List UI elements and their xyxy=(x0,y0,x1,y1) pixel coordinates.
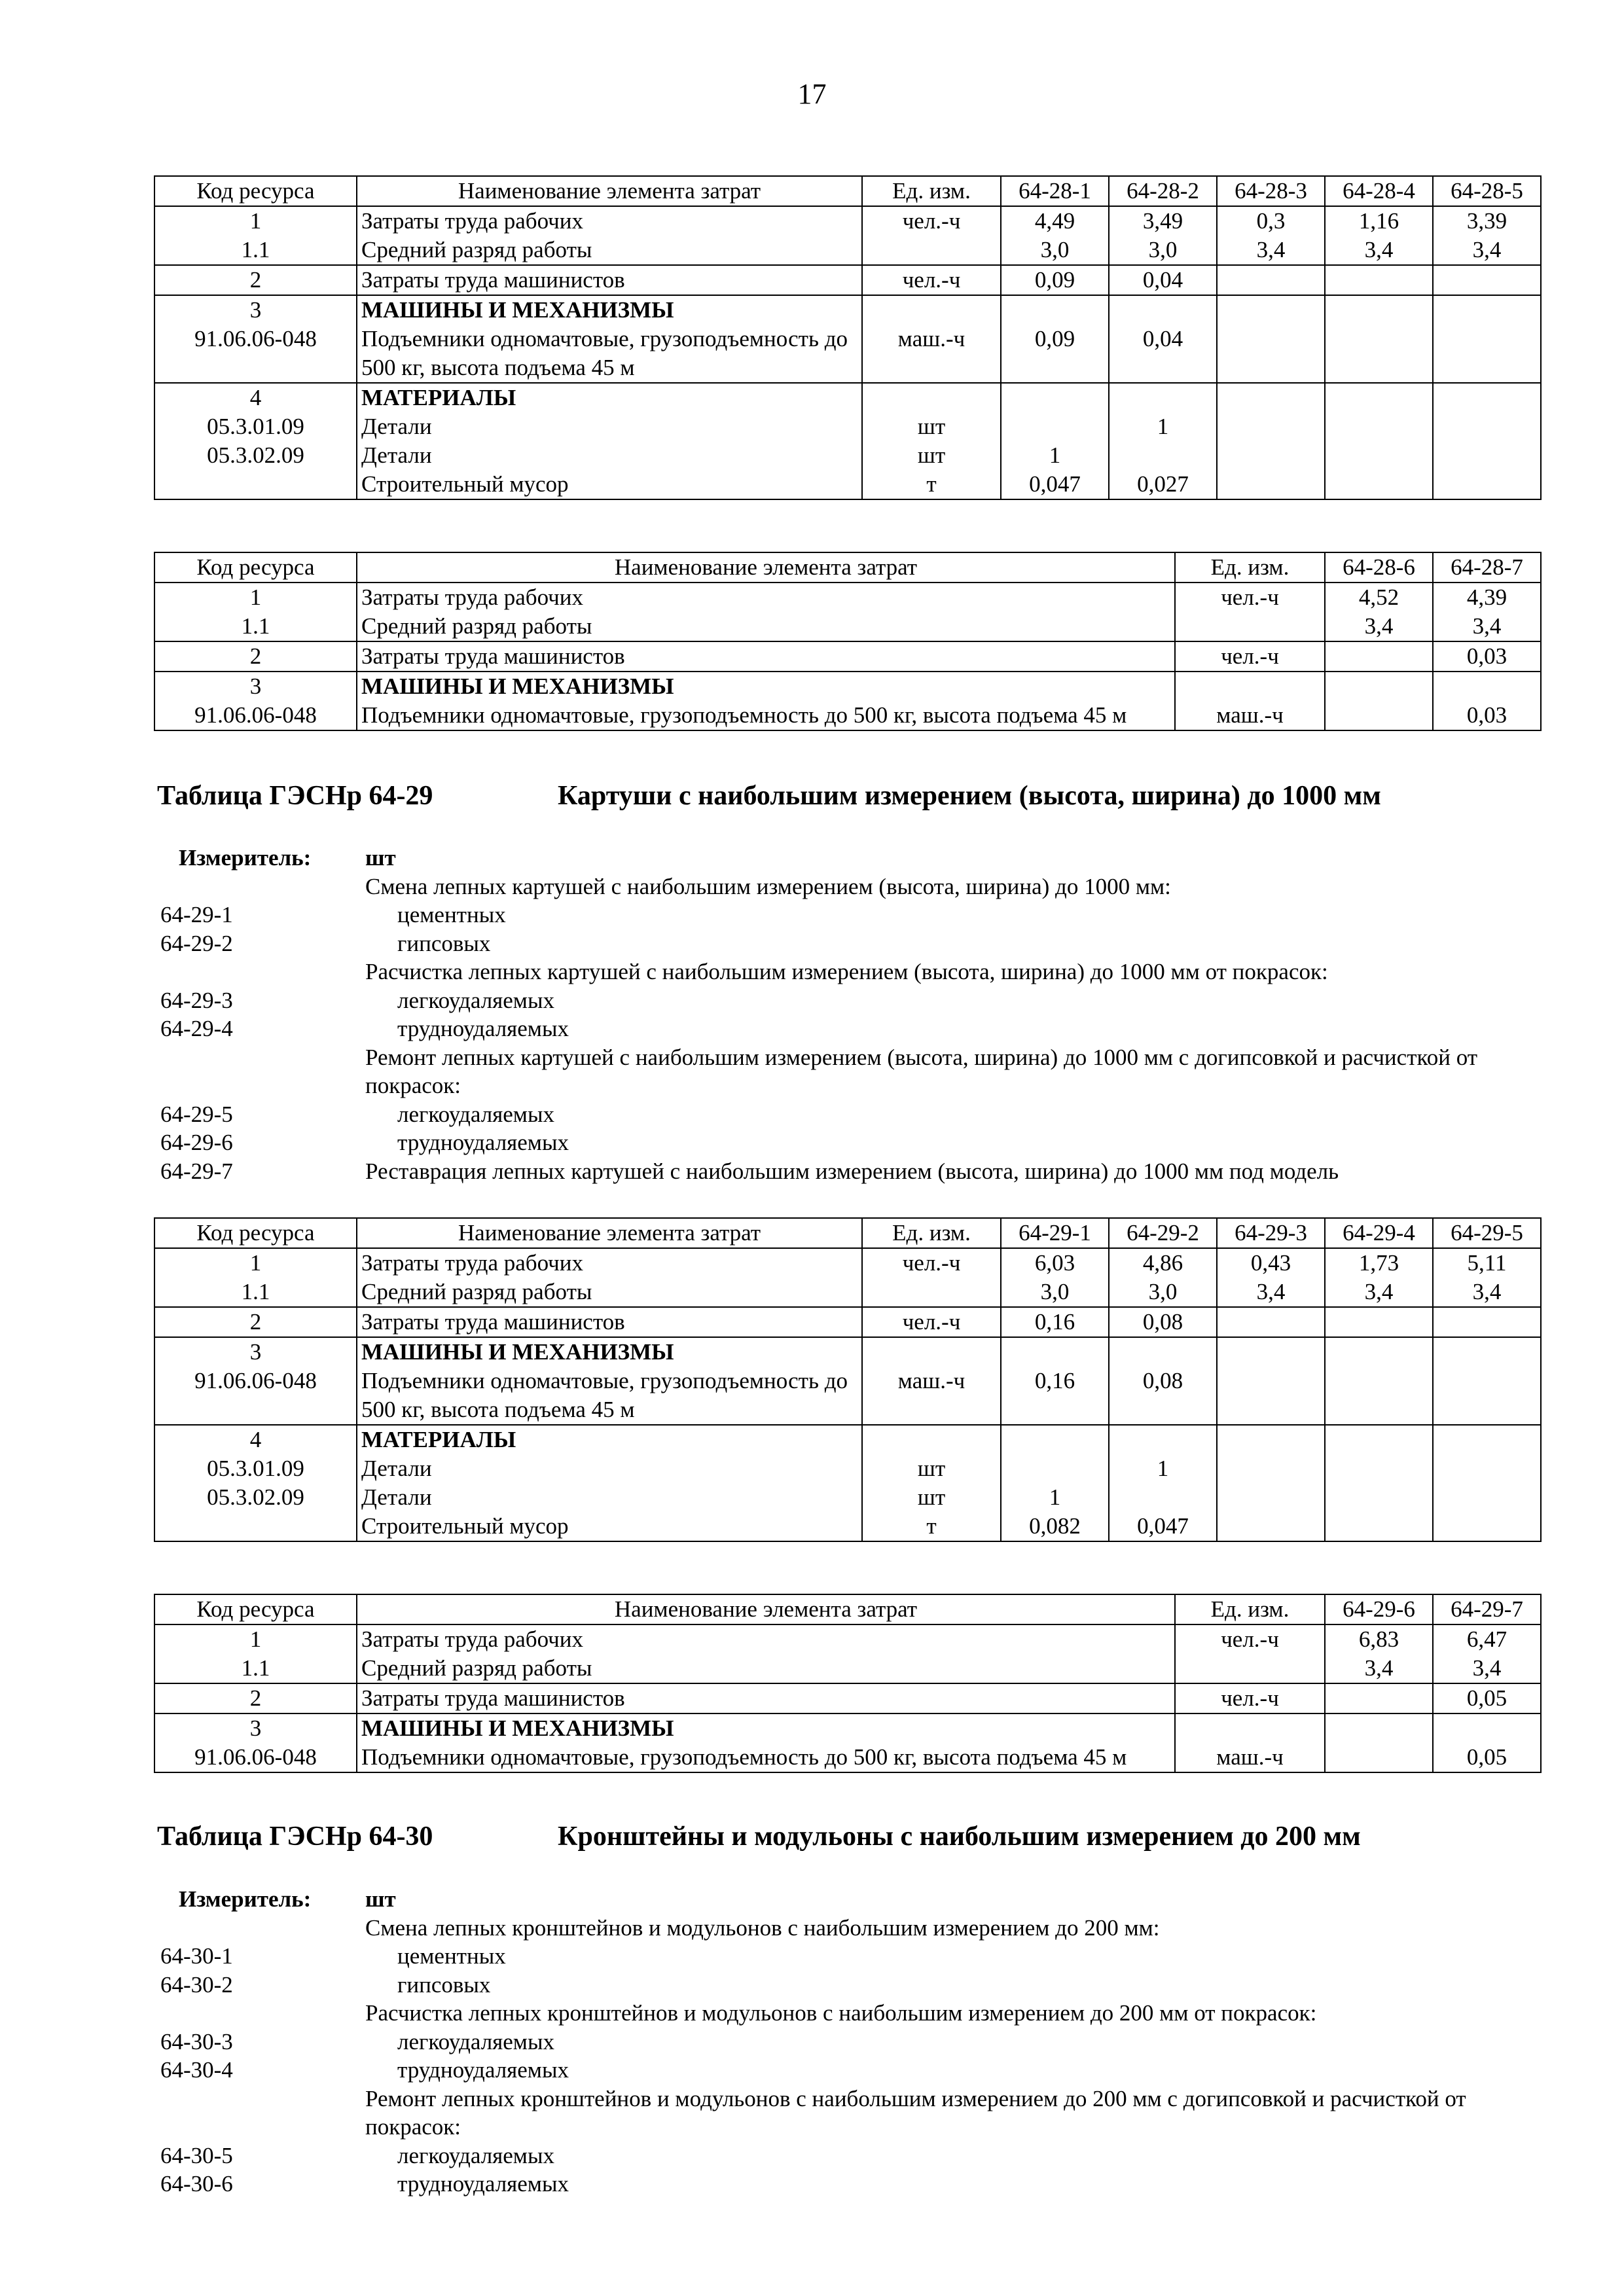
code-cell: 1 1.1 xyxy=(154,1624,357,1683)
value-cell xyxy=(1433,1307,1541,1337)
list-item xyxy=(160,1971,1548,2000)
code-cell: 2 xyxy=(154,265,357,295)
value-cell: 0,03 xyxy=(1433,672,1541,730)
item-text: легкоудаляемых xyxy=(397,2142,554,2168)
header-cell: Ед. изм. xyxy=(1175,1594,1325,1624)
value-cell: 0,04 xyxy=(1109,265,1217,295)
item-code: 64-29-1 xyxy=(160,902,233,927)
table-header-row xyxy=(154,1218,1541,1248)
header-cell: 64-28-7 xyxy=(1433,552,1541,583)
value-cell: 6,03 3,0 xyxy=(1001,1248,1109,1307)
list-item xyxy=(160,2170,1548,2198)
header-cell: 64-29-2 xyxy=(1109,1218,1217,1248)
table-row xyxy=(154,641,1541,672)
value-cell xyxy=(1325,641,1433,672)
list-item xyxy=(160,1157,1548,1186)
list-item xyxy=(160,901,1548,929)
name-cell: Затраты труда машинистов xyxy=(357,641,1175,672)
value-cell: 3,49 3,0 xyxy=(1109,206,1217,265)
value-cell xyxy=(1217,1425,1325,1541)
value-cell xyxy=(1325,295,1433,383)
table-row xyxy=(154,1624,1541,1683)
item-code: 64-30-1 xyxy=(160,1943,233,1969)
header-cell: Ед. изм. xyxy=(862,1218,1001,1248)
value-cell: 4,86 3,0 xyxy=(1109,1248,1217,1307)
table-row xyxy=(154,1683,1541,1713)
unit-cell: маш.-ч xyxy=(1175,672,1325,730)
value-cell xyxy=(1217,1337,1325,1425)
item-text: Реставрация лепных картушей с наибольшим измерением (высота, ширина) до 1000 мм под модель xyxy=(365,1158,1339,1184)
item-code: 64-30-2 xyxy=(160,1971,233,1998)
value-cell: 1,16 3,4 xyxy=(1325,206,1433,265)
list-item xyxy=(160,2056,1548,2085)
unit-cell: маш.-ч xyxy=(862,295,1001,383)
value-cell: 0,05 xyxy=(1433,1713,1541,1772)
list-item xyxy=(160,1043,1548,1100)
header-cell: Код ресурса xyxy=(154,176,357,206)
table-row xyxy=(154,1713,1541,1772)
unit-cell: чел.-ч xyxy=(1175,1624,1325,1683)
value-cell: 0,43 3,4 xyxy=(1217,1248,1325,1307)
measure-row xyxy=(160,1885,1548,1914)
value-cell xyxy=(1325,1425,1433,1541)
table-row xyxy=(154,583,1541,641)
section-name: Кронштейны и модульоны с наибольшим измерением до 200 мм xyxy=(558,1821,1361,1852)
header-cell: 64-28-6 xyxy=(1325,552,1433,583)
measure-unit: шт xyxy=(365,845,396,870)
code-cell: 4 05.3.01.09 05.3.02.09 xyxy=(154,1425,357,1541)
code-cell: 3 91.06.06-048 xyxy=(154,672,357,730)
item-code: 64-30-5 xyxy=(160,2142,233,2168)
item-code: 64-30-3 xyxy=(160,2028,233,2054)
measure-label: Измеритель: xyxy=(179,845,312,870)
unit-cell: шт шт т xyxy=(862,1425,1001,1541)
header-cell: Наименование элемента затрат xyxy=(357,176,862,206)
item-text: цементных xyxy=(397,902,506,927)
list-item xyxy=(160,872,1548,901)
value-cell xyxy=(1217,383,1325,499)
list-item xyxy=(160,1014,1548,1043)
measure-block-64-30 xyxy=(160,1885,1548,2198)
value-cell: 0,16 xyxy=(1001,1337,1109,1425)
value-cell xyxy=(1325,1683,1433,1713)
item-text: Смена лепных кронштейнов и модульонов с наибольшим измерением до 200 мм: xyxy=(365,1914,1160,1941)
name-cell: Затраты труда рабочих Средний разряд работы xyxy=(357,206,862,265)
item-text: гипсовых xyxy=(397,930,491,956)
unit-cell: маш.-ч xyxy=(862,1337,1001,1425)
unit-cell: маш.-ч xyxy=(1175,1713,1325,1772)
measure-unit: шт xyxy=(365,1886,396,1912)
code-cell: 3 91.06.06-048 xyxy=(154,1337,357,1425)
name-cell: МАШИНЫ И МЕХАНИЗМЫ Подъемники одномачтовые, грузоподъемность до 500 кг, высота подъема 45 м xyxy=(357,1337,862,1425)
name-cell: МАШИНЫ И МЕХАНИЗМЫ Подъемники одномачтовые, грузоподъемность до 500 кг, высота подъема 45 м xyxy=(357,1713,1175,1772)
item-text: Расчистка лепных картушей с наибольшим измерением (высота, ширина) до 1000 мм от покрасок: xyxy=(365,959,1328,984)
item-code: 64-30-6 xyxy=(160,2171,233,2197)
value-cell: 0,04 xyxy=(1109,295,1217,383)
name-cell: Затраты труда рабочих Средний разряд работы xyxy=(357,583,1175,641)
table-header-row xyxy=(154,1594,1541,1624)
value-cell xyxy=(1433,1337,1541,1425)
table-header-row xyxy=(154,176,1541,206)
table-row xyxy=(154,1337,1541,1425)
header-cell: Наименование элемента затрат xyxy=(357,1594,1175,1624)
value-cell: 1 0,082 xyxy=(1001,1425,1109,1541)
item-text: цементных xyxy=(397,1943,506,1969)
unit-cell: чел.-ч xyxy=(1175,1683,1325,1713)
value-cell xyxy=(1433,265,1541,295)
unit-cell: чел.-ч xyxy=(862,265,1001,295)
cost-table-64-29-b xyxy=(154,1594,1542,1773)
item-code: 64-29-4 xyxy=(160,1016,233,1041)
item-text: трудноудаляемых xyxy=(397,1130,569,1155)
table-header-row xyxy=(154,552,1541,583)
measure-row xyxy=(160,844,1548,872)
header-cell: 64-28-3 xyxy=(1217,176,1325,206)
item-text: Расчистка лепных кронштейнов и модульонов с наибольшим измерением до 200 мм от покрасок: xyxy=(365,2000,1317,2026)
value-cell: 6,83 3,4 xyxy=(1325,1624,1433,1683)
value-cell: 1,73 3,4 xyxy=(1325,1248,1433,1307)
value-cell xyxy=(1433,383,1541,499)
header-cell: 64-28-5 xyxy=(1433,176,1541,206)
code-cell: 1 1.1 xyxy=(154,583,357,641)
header-cell: Ед. изм. xyxy=(1175,552,1325,583)
table-row xyxy=(154,1425,1541,1541)
item-code: 64-30-4 xyxy=(160,2057,233,2083)
name-cell: Затраты труда машинистов xyxy=(357,1307,862,1337)
item-text: Ремонт лепных кронштейнов и модульонов с наибольшим измерением до 200 мм с догипсовкой и расчисткой от покрасок: xyxy=(365,2085,1466,2140)
value-cell xyxy=(1325,383,1433,499)
item-code: 64-29-6 xyxy=(160,1130,233,1155)
unit-cell: чел.-ч xyxy=(1175,583,1325,641)
value-cell: 0,16 xyxy=(1001,1307,1109,1337)
list-item xyxy=(160,2028,1548,2056)
item-code: 64-29-7 xyxy=(160,1158,233,1184)
list-item xyxy=(160,1100,1548,1129)
page-number: 17 xyxy=(797,78,827,110)
item-text: трудноудаляемых xyxy=(397,2171,569,2197)
item-text: трудноудаляемых xyxy=(397,2057,569,2083)
header-cell: 64-29-7 xyxy=(1433,1594,1541,1624)
header-cell: 64-29-4 xyxy=(1325,1218,1433,1248)
value-cell: 3,39 3,4 xyxy=(1433,206,1541,265)
name-cell: Затраты труда рабочих Средний разряд работы xyxy=(357,1248,862,1307)
value-cell: 6,47 3,4 xyxy=(1433,1624,1541,1683)
name-cell: Затраты труда машинистов xyxy=(357,265,862,295)
value-cell: 1 0,047 xyxy=(1001,383,1109,499)
code-cell: 3 91.06.06-048 xyxy=(154,295,357,383)
item-text: гипсовых xyxy=(397,1971,491,1998)
list-item xyxy=(160,1914,1548,1943)
value-cell: 0,03 xyxy=(1433,641,1541,672)
header-cell: 64-28-2 xyxy=(1109,176,1217,206)
item-text: легкоудаляемых xyxy=(397,1101,554,1127)
value-cell: 0,09 xyxy=(1001,295,1109,383)
header-cell: Наименование элемента затрат xyxy=(357,552,1175,583)
unit-cell: чел.-ч xyxy=(862,206,1001,265)
table-row xyxy=(154,1248,1541,1307)
code-cell: 3 91.06.06-048 xyxy=(154,1713,357,1772)
value-cell: 4,39 3,4 xyxy=(1433,583,1541,641)
list-item xyxy=(160,1942,1548,1971)
list-item xyxy=(160,2142,1548,2170)
table-row xyxy=(154,672,1541,730)
table-row xyxy=(154,1307,1541,1337)
value-cell: 0,08 xyxy=(1109,1337,1217,1425)
section-code: Таблица ГЭСНр 64-30 xyxy=(157,1821,433,1852)
value-cell: 5,11 3,4 xyxy=(1433,1248,1541,1307)
value-cell xyxy=(1325,1307,1433,1337)
unit-cell: шт шт т xyxy=(862,383,1001,499)
value-cell xyxy=(1217,265,1325,295)
header-cell: Ед. изм. xyxy=(862,176,1001,206)
value-cell xyxy=(1433,295,1541,383)
value-cell xyxy=(1325,672,1433,730)
item-text: легкоудаляемых xyxy=(397,987,554,1013)
code-cell: 2 xyxy=(154,641,357,672)
list-item xyxy=(160,986,1548,1015)
unit-cell: чел.-ч xyxy=(862,1248,1001,1307)
value-cell: 0,09 xyxy=(1001,265,1109,295)
value-cell xyxy=(1325,265,1433,295)
unit-cell: чел.-ч xyxy=(862,1307,1001,1337)
item-code: 64-29-2 xyxy=(160,930,233,956)
header-cell: 64-28-4 xyxy=(1325,176,1433,206)
cost-table-64-29-a xyxy=(154,1217,1542,1542)
header-cell: 64-29-5 xyxy=(1433,1218,1541,1248)
value-cell: 4,52 3,4 xyxy=(1325,583,1433,641)
value-cell: 1 0,047 xyxy=(1109,1425,1217,1541)
name-cell: МАТЕРИАЛЫ Детали Детали Строительный мусор xyxy=(357,383,862,499)
name-cell: МАШИНЫ И МЕХАНИЗМЫ Подъемники одномачтовые, грузоподъемность до 500 кг, высота подъема 45 м xyxy=(357,672,1175,730)
header-cell: 64-29-1 xyxy=(1001,1218,1109,1248)
header-cell: 64-29-6 xyxy=(1325,1594,1433,1624)
measure-label: Измеритель: xyxy=(179,1886,312,1912)
item-text: легкоудаляемых xyxy=(397,2028,554,2054)
list-item xyxy=(160,929,1548,958)
cost-table-64-28-a xyxy=(154,175,1542,500)
unit-cell: чел.-ч xyxy=(1175,641,1325,672)
table-row xyxy=(154,383,1541,499)
list-item xyxy=(160,958,1548,986)
value-cell xyxy=(1217,1307,1325,1337)
value-cell: 0,05 xyxy=(1433,1683,1541,1713)
name-cell: МАТЕРИАЛЫ Детали Детали Строительный мусор xyxy=(357,1425,862,1541)
value-cell: 0,3 3,4 xyxy=(1217,206,1325,265)
header-cell: Код ресурса xyxy=(154,1218,357,1248)
item-text: трудноудаляемых xyxy=(397,1016,569,1041)
code-cell: 4 05.3.01.09 05.3.02.09 xyxy=(154,383,357,499)
header-cell: Код ресурса xyxy=(154,1594,357,1624)
value-cell xyxy=(1217,295,1325,383)
measure-block-64-29 xyxy=(160,844,1548,1185)
item-text: Смена лепных картушей с наибольшим измерением (высота, ширина) до 1000 мм: xyxy=(365,873,1171,899)
section-code: Таблица ГЭСНр 64-29 xyxy=(157,781,433,811)
table-row xyxy=(154,265,1541,295)
header-cell: 64-29-3 xyxy=(1217,1218,1325,1248)
item-code: 64-29-5 xyxy=(160,1101,233,1127)
value-cell: 1 0,027 xyxy=(1109,383,1217,499)
cost-table-64-28-b-body xyxy=(154,552,1542,731)
header-cell: Код ресурса xyxy=(154,552,357,583)
header-cell: Наименование элемента затрат xyxy=(357,1218,862,1248)
section-name: Картуши с наибольшим измерением (высота, ширина) до 1000 мм xyxy=(558,781,1381,811)
table-row xyxy=(154,206,1541,265)
value-cell xyxy=(1433,1425,1541,1541)
name-cell: Затраты труда рабочих Средний разряд работы xyxy=(357,1624,1175,1683)
name-cell: Затраты труда машинистов xyxy=(357,1683,1175,1713)
code-cell: 2 xyxy=(154,1683,357,1713)
name-cell: МАШИНЫ И МЕХАНИЗМЫ Подъемники одномачтовые, грузоподъемность до 500 кг, высота подъема 45 м xyxy=(357,295,862,383)
item-text: Ремонт лепных картушей с наибольшим измерением (высота, ширина) до 1000 мм с догипсовкой и расчисткой от покрасок: xyxy=(365,1044,1478,1098)
code-cell: 1 1.1 xyxy=(154,206,357,265)
value-cell: 0,08 xyxy=(1109,1307,1217,1337)
list-item xyxy=(160,1128,1548,1157)
value-cell: 4,49 3,0 xyxy=(1001,206,1109,265)
item-code: 64-29-3 xyxy=(160,987,233,1013)
header-cell: 64-28-1 xyxy=(1001,176,1109,206)
table-row xyxy=(154,295,1541,383)
code-cell: 1 1.1 xyxy=(154,1248,357,1307)
list-item xyxy=(160,1999,1548,2028)
code-cell: 2 xyxy=(154,1307,357,1337)
list-item xyxy=(160,2085,1548,2142)
value-cell xyxy=(1325,1337,1433,1425)
value-cell xyxy=(1325,1713,1433,1772)
